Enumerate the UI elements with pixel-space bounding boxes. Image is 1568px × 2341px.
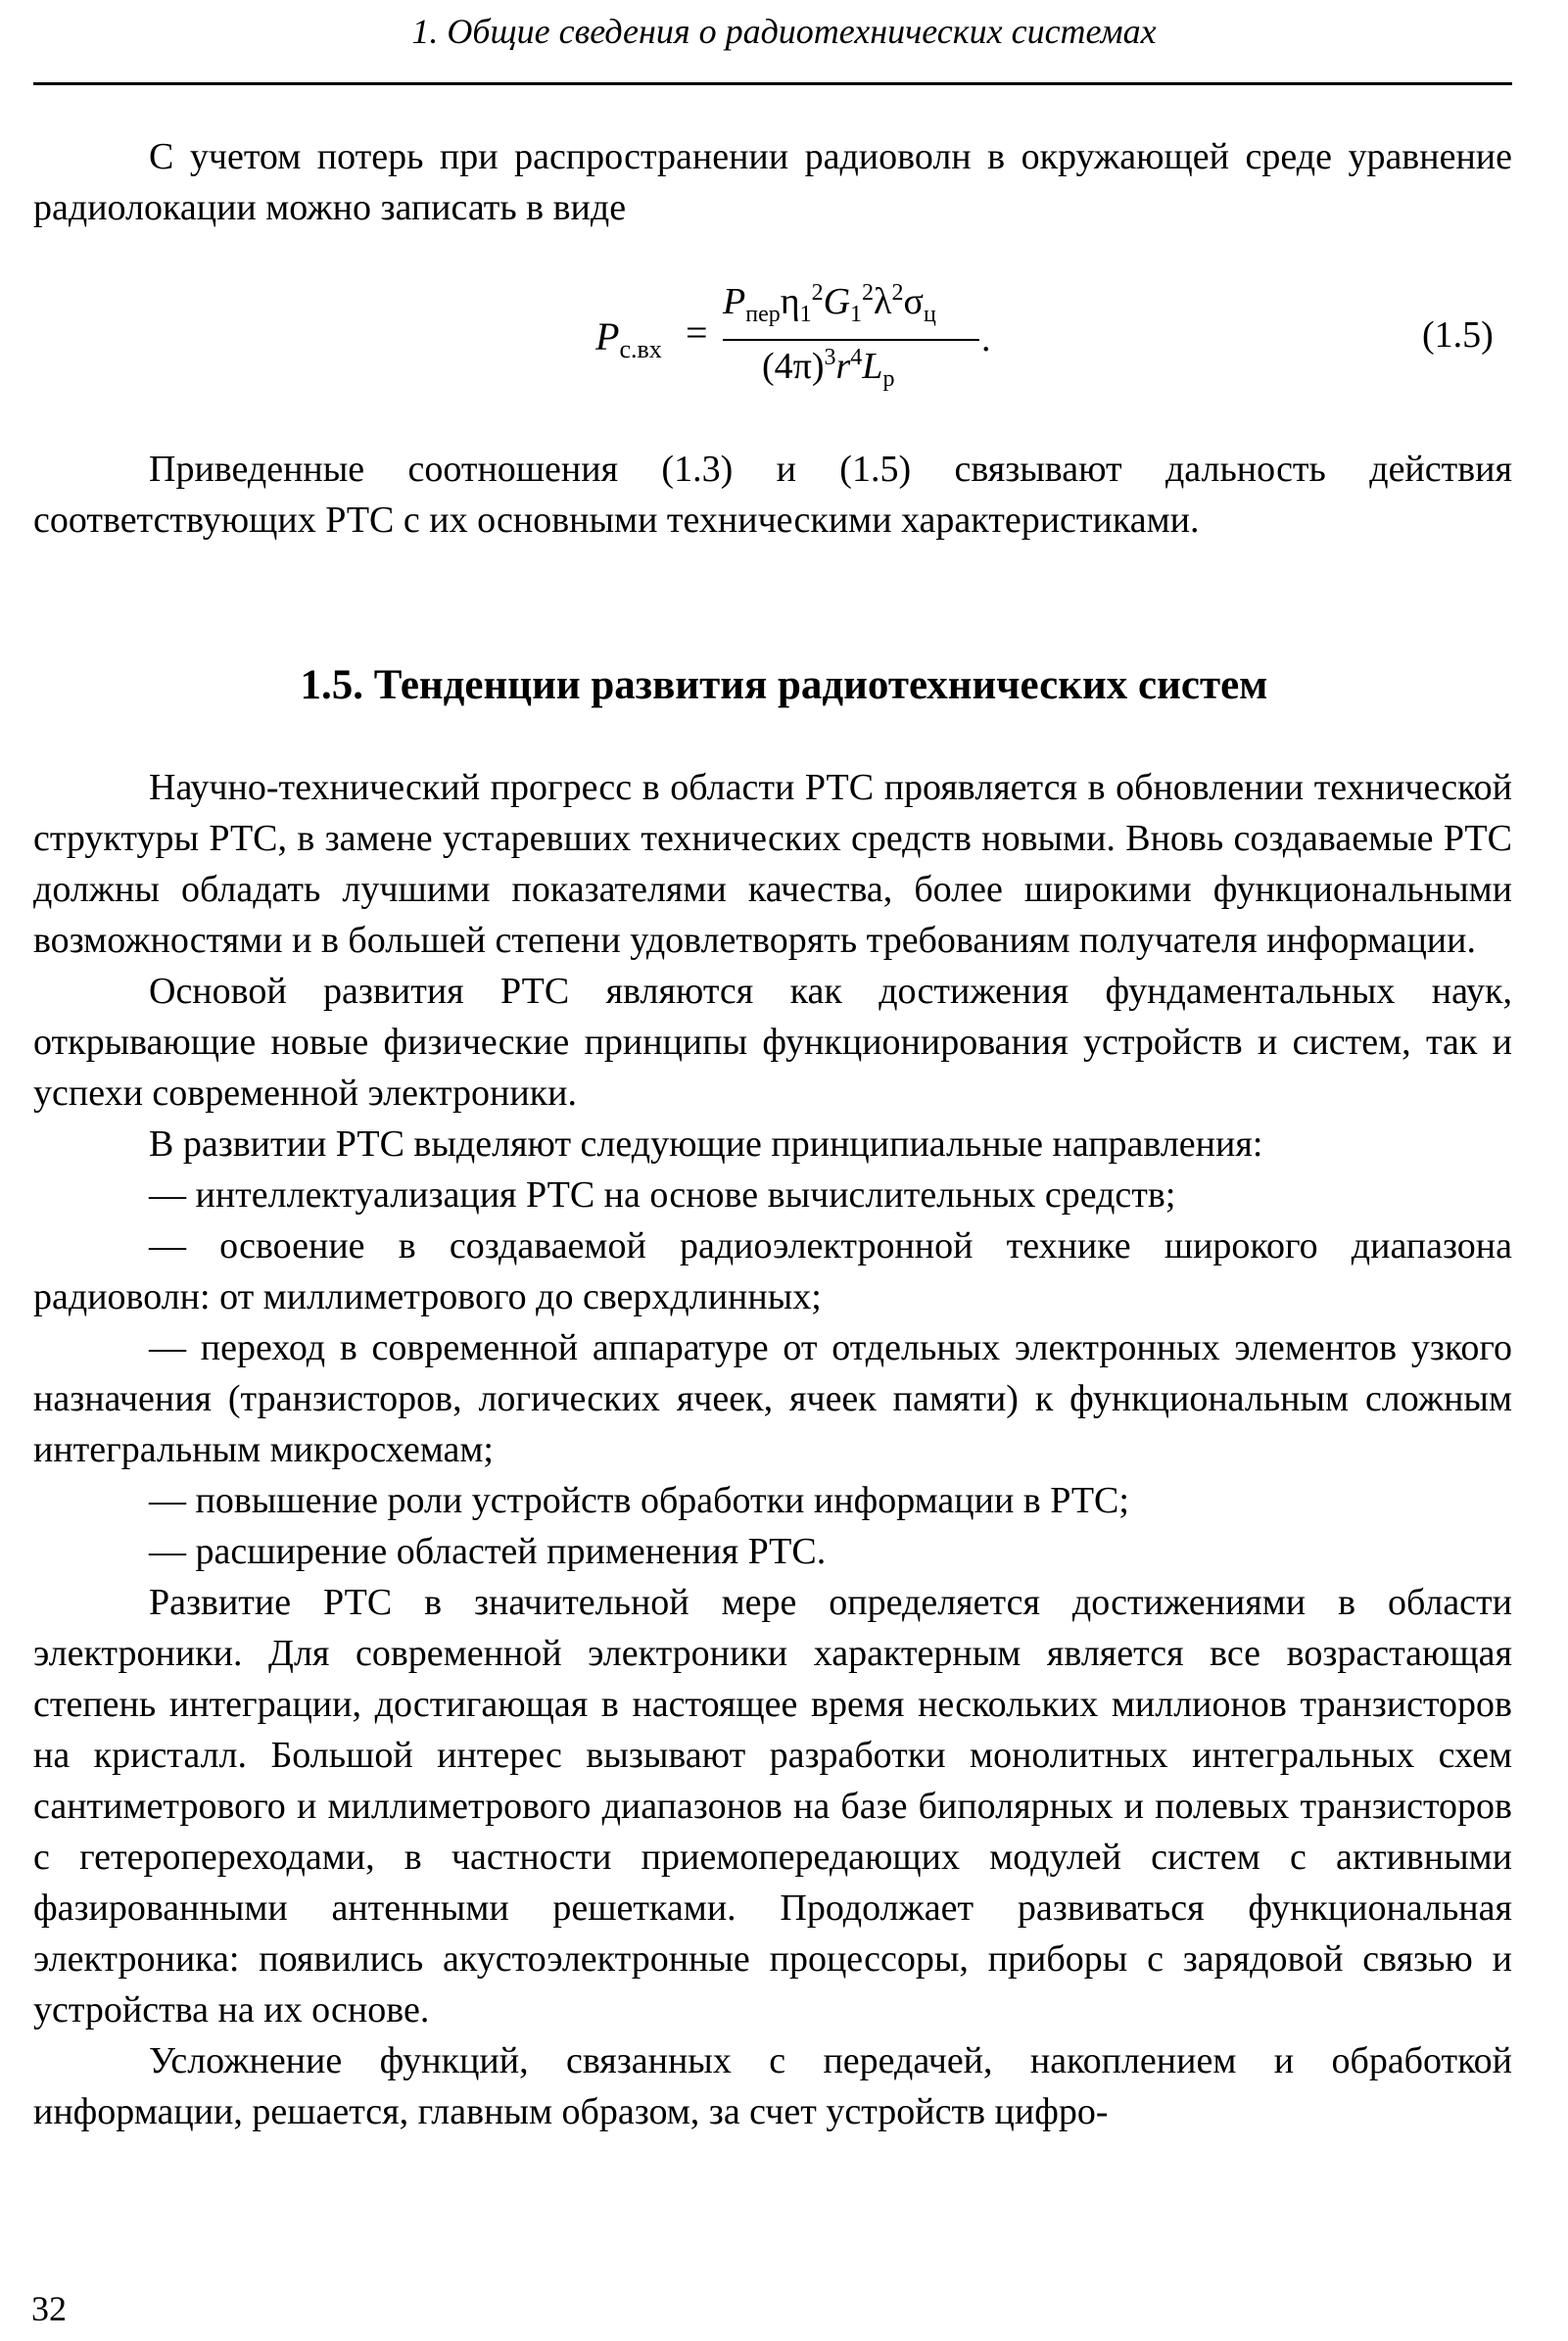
paragraph: Научно-технический прогресс в области РТС проявляется в обновлении технической структуры РТС, в замене устаревших технических средств новыми. Вновь создаваемые РТС должны обладать лучшими показателями качества, более широкими функциональными возможностями и в большей степени удовлетворять требованиям получателя информации. xyxy=(33,767,1512,961)
paragraph: Усложнение функций, связанных с передачей, накоплением и обработкой информации, решается, главным образом, за счет устройств цифро- xyxy=(33,2040,1512,2132)
num-sigma-sub: ц xyxy=(923,302,936,327)
formula-1-5 xyxy=(0,274,1568,421)
num-sigma: σ xyxy=(903,281,924,322)
paragraph: Развитие РТС в значительной мере определяется достижениями в области электроники. Для современной электроники характерным является все возрастающая степень интеграции, достигающая в настоящее время нескольких миллионов транзисторов на кристалл. Большой интерес вызывают разработки монолитных интегральных схем сантиметрового и миллиметрового диапазонов на базе биполярных и полевых транзисторов с гетеропереходами, в частности приемопередающих модулей систем с активными фазированными антенными решетками. Продолжает развиваться функциональная электроника: появились акустоэлектронные процессоры, приборы с зарядовой связью и устройства на их основе. xyxy=(33,1582,1512,2030)
num-p-sub: пер xyxy=(745,302,781,327)
num-g: G xyxy=(823,281,851,322)
intro-paragraph: С учетом потерь при распространении радиоволн в окружающей среде уравнение радиолокации можно записать в виде xyxy=(33,136,1512,228)
formula-denominator xyxy=(762,345,894,393)
den-r: r xyxy=(835,346,851,387)
running-header: 1. Общие сведения о радиотехнических системах xyxy=(411,12,1157,51)
header-rule xyxy=(33,82,1512,85)
formula-lhs-subscript: с.вх xyxy=(619,335,662,363)
formula-period: . xyxy=(981,318,991,359)
formula-numerator xyxy=(723,280,936,328)
num-p: P xyxy=(723,281,746,322)
den-l: L xyxy=(862,346,883,387)
list-item: — интеллектуализация РТС на основе вычислительных средств; xyxy=(149,1174,1176,1216)
den-r-sup: 4 xyxy=(850,345,863,370)
page-number: 32 xyxy=(31,2289,67,2328)
formula-lhs xyxy=(595,313,662,364)
after-formula-text xyxy=(33,444,1512,546)
section-heading: 1.5. Тенденции развития радиотехнических систем xyxy=(300,662,1268,708)
list-item: — освоение в создаваемой радиоэлектронной технике широкого диапазона радиоволн: от миллиметрового до сверхдлинных; xyxy=(33,1225,1512,1317)
den-paren-sup: 3 xyxy=(824,345,836,370)
list-item: — повышение роли устройств обработки информации в РТС; xyxy=(149,1480,1129,1521)
num-g-sup: 2 xyxy=(862,280,875,306)
formula-equals: = xyxy=(686,311,708,355)
den-paren: (4π) xyxy=(762,346,825,387)
num-eta-sup: 2 xyxy=(811,280,824,306)
after-formula-paragraph: Приведенные соотношения (1.3) и (1.5) связывают дальность действия соответствующих РТС с их основными техническими характеристиками. xyxy=(33,449,1512,541)
num-lambda: λ xyxy=(874,281,892,322)
main-text xyxy=(33,762,1512,2137)
num-eta: η xyxy=(780,281,800,322)
intro-text xyxy=(33,131,1512,233)
list-item: — расширение областей применения РТС. xyxy=(149,1531,827,1572)
den-l-sub: р xyxy=(882,366,895,392)
paragraph: Основой развития РТС являются как достижения фундаментальных наук, открывающие новые физические принципы функционирования устройств и систем, так и успехи современной электроники. xyxy=(33,971,1512,1114)
formula-lhs-symbol: P xyxy=(595,314,620,358)
num-lambda-sup: 2 xyxy=(891,280,904,306)
equation-number: (1.5) xyxy=(1422,314,1494,356)
num-g-sub: 1 xyxy=(850,302,863,327)
paragraph: В развитии РТС выделяют следующие принципиальные направления: xyxy=(149,1123,1263,1165)
num-eta-sub: 1 xyxy=(799,302,812,327)
list-item: — переход в современной аппаратуре от отдельных электронных элементов узкого назначения (транзисторов, логических ячеек, ячеек памяти) к функциональным сложным интегральным микросхемам; xyxy=(33,1327,1512,1470)
fraction-line xyxy=(723,339,979,341)
